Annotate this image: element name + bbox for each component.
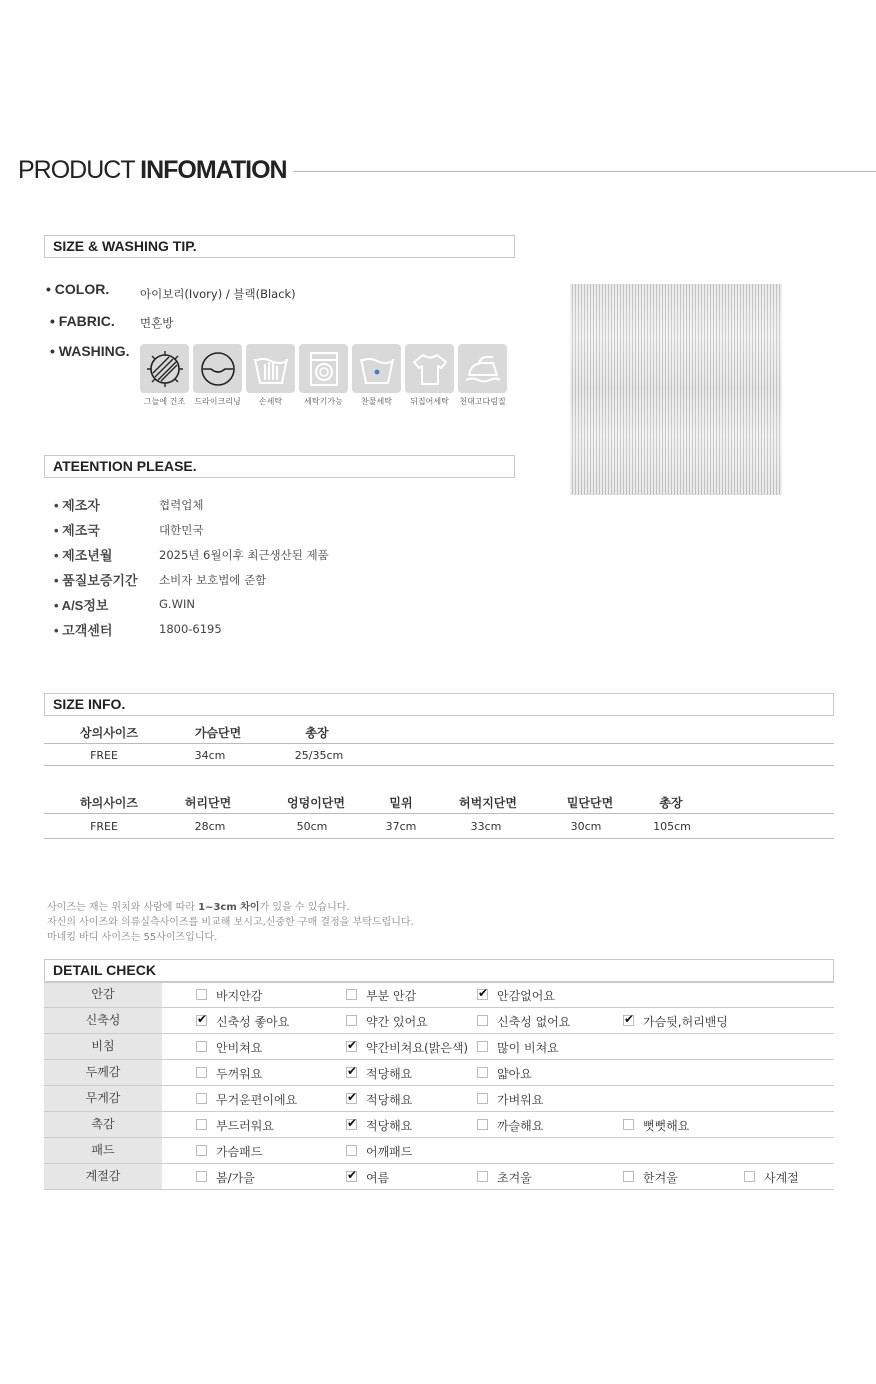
detail-option-label: 사계절: [764, 1171, 799, 1185]
checkbox-checked[interactable]: [346, 1093, 357, 1104]
checkbox-unchecked[interactable]: [744, 1171, 755, 1182]
fabric-value: 면혼방: [140, 316, 174, 330]
detail-option-label: 신축성 없어요: [497, 1015, 571, 1029]
detail-category: 두께감: [44, 1060, 162, 1085]
note-text: 가 있을 수 있습니다.: [259, 902, 350, 913]
fabric-label: • FABRIC.: [50, 313, 115, 329]
checkbox-unchecked[interactable]: [477, 1119, 488, 1130]
detail-option-label: 가슴패드: [216, 1145, 263, 1159]
detail-row: [44, 1086, 834, 1112]
detail-option-label: 약간 있어요: [366, 1015, 428, 1029]
detail-category: 촉감: [44, 1112, 162, 1137]
checkbox-unchecked[interactable]: [196, 1145, 207, 1156]
checkbox-unchecked[interactable]: [623, 1171, 634, 1182]
washing-item: [458, 344, 507, 406]
page-title: [18, 156, 293, 185]
detail-row: [44, 1164, 834, 1190]
info-value: 협력업체: [159, 498, 204, 512]
inside-out-icon: [405, 344, 454, 393]
checkbox-unchecked[interactable]: [196, 1067, 207, 1078]
detail-option-label: 까슬해요: [497, 1119, 544, 1133]
fabric-swatch-image: [570, 284, 782, 495]
washing-caption: 찬물세탁: [361, 397, 392, 406]
detail-category: 신축성: [44, 1008, 162, 1033]
table-divider: [44, 743, 834, 744]
checkbox-checked[interactable]: [346, 1119, 357, 1130]
checkbox-unchecked[interactable]: [346, 1145, 357, 1156]
cloth-iron-icon: [458, 344, 507, 393]
detail-check-heading: DETAIL CHECK: [44, 959, 834, 982]
bottom-value: 30cm: [570, 820, 602, 833]
checkbox-unchecked[interactable]: [196, 1119, 207, 1130]
bottom-value: 37cm: [385, 820, 417, 833]
detail-row: [44, 1138, 834, 1164]
detail-option-label: 가벼워요: [497, 1093, 544, 1107]
note-text: 사이즈는 재는 위치와 사람에 따라: [47, 902, 199, 913]
washing-caption: 뒤집어세탁: [410, 397, 449, 406]
detail-option-label: 안감없어요: [497, 989, 555, 1003]
detail-option-label: 무거운편이에요: [216, 1093, 298, 1107]
detail-row: [44, 1060, 834, 1086]
detail-category: 계절감: [44, 1164, 162, 1189]
checkbox-unchecked[interactable]: [196, 1041, 207, 1052]
bottom-header: 하의사이즈: [80, 796, 138, 810]
top-value: 34cm: [194, 749, 226, 762]
detail-option-label: 얇아요: [497, 1067, 532, 1081]
washing-item: [193, 344, 242, 406]
washing-item: [352, 344, 401, 406]
size-note-line-2: 자신의 사이즈와 의류실측사이즈를 비교해 보시고,신중한 구매 결정을 부탁드립니다.: [47, 917, 414, 928]
table-divider: [44, 813, 834, 814]
washing-label: • WASHING.: [50, 343, 130, 359]
checkbox-unchecked[interactable]: [196, 1171, 207, 1182]
checkbox-unchecked[interactable]: [346, 989, 357, 1000]
detail-row: [44, 1034, 834, 1060]
bottom-header: 허벅지단면: [459, 796, 517, 810]
washing-item: [299, 344, 348, 406]
color-value: 아이보리(Ivory) / 블랙(Black): [140, 287, 296, 301]
color-label: • COLOR.: [46, 281, 110, 297]
detail-option-label: 많이 비쳐요: [497, 1041, 559, 1055]
detail-option-label: 봄/가을: [216, 1171, 255, 1185]
note-highlight: 1~3cm 차이: [198, 902, 260, 913]
detail-option-label: 두꺼워요: [216, 1067, 263, 1081]
washing-caption: 드라이크리닝: [194, 397, 241, 406]
bottom-value: 28cm: [194, 820, 226, 833]
detail-category: 패드: [44, 1138, 162, 1163]
detail-option-label: 바지안감: [216, 989, 263, 1003]
info-value: G.WIN: [159, 597, 195, 611]
bottom-value: FREE: [90, 820, 118, 833]
top-header: 상의사이즈: [80, 726, 138, 740]
checkbox-checked[interactable]: [196, 1015, 207, 1026]
table-divider: [44, 765, 834, 766]
washing-item: [405, 344, 454, 406]
info-key: • 제조국: [54, 523, 100, 538]
title-thin: PRODUCT: [18, 156, 135, 184]
bottom-value: 105cm: [653, 820, 691, 833]
detail-option-label: 뻣뻣해요: [643, 1119, 690, 1133]
detail-option-label: 적당해요: [366, 1119, 413, 1133]
size-info-heading: SIZE INFO.: [44, 693, 834, 716]
info-key: • A/S정보: [54, 598, 109, 613]
info-value: 2025년 6월이후 최근생산된 제품: [159, 548, 329, 562]
checkbox-unchecked[interactable]: [623, 1119, 634, 1130]
detail-category: 안감: [44, 982, 162, 1007]
bottom-header: 허리단면: [184, 796, 232, 810]
checkbox-unchecked[interactable]: [477, 1067, 488, 1078]
info-value: 대한민국: [159, 523, 204, 537]
detail-row: [44, 982, 834, 1008]
table-divider: [44, 838, 834, 839]
size-washing-heading: SIZE & WASHING TIP.: [44, 235, 515, 258]
washing-caption: 천대고다림질: [459, 397, 506, 406]
size-note-line-1: [47, 898, 350, 913]
bottom-header: 밑위: [389, 796, 413, 810]
washing-item: [140, 344, 189, 406]
detail-option-label: 어깨패드: [366, 1145, 413, 1159]
detail-row: [44, 1008, 834, 1034]
bottom-value: 33cm: [470, 820, 502, 833]
dry-clean-icon: [193, 344, 242, 393]
info-value: 1800-6195: [159, 622, 222, 636]
cold-wash-icon: [352, 344, 401, 393]
washing-caption: 그늘에 건조: [143, 397, 186, 406]
detail-option-label: 신축성 좋아요: [216, 1015, 290, 1029]
detail-row: [44, 1112, 834, 1138]
title-divider: [282, 171, 876, 172]
page-title-bar: [18, 156, 876, 190]
checkbox-unchecked[interactable]: [477, 1093, 488, 1104]
washing-caption: 세탁기가능: [304, 397, 343, 406]
checkbox-unchecked[interactable]: [196, 989, 207, 1000]
bottom-header: 엉덩이단면: [287, 796, 345, 810]
checkbox-unchecked[interactable]: [346, 1015, 357, 1026]
washing-icons: [140, 344, 507, 406]
info-key: • 제조자: [54, 498, 100, 513]
checkbox-checked[interactable]: [623, 1015, 634, 1026]
detail-category: 무게감: [44, 1086, 162, 1111]
bottom-header: 밑단단면: [566, 796, 614, 810]
checkbox-unchecked[interactable]: [477, 1041, 488, 1052]
washing-item: [246, 344, 295, 406]
title-bold: INFOMATION: [140, 156, 287, 184]
info-key: • 고객센터: [54, 623, 113, 638]
detail-option-label: 한겨울: [643, 1171, 678, 1185]
detail-option-label: 약간비쳐요(밝은색): [366, 1041, 469, 1055]
checkbox-checked[interactable]: [346, 1067, 357, 1078]
detail-option-label: 부드러워요: [216, 1119, 274, 1133]
detail-option-label: 가슴뒷,허리밴딩: [643, 1015, 728, 1029]
info-key: • 품질보증기간: [54, 573, 138, 588]
hand-wash-icon: [246, 344, 295, 393]
detail-option-label: 초겨울: [497, 1171, 532, 1185]
info-value: 소비자 보호법에 준함: [159, 573, 267, 587]
shade-dry-icon: [140, 344, 189, 393]
table-divider: [44, 982, 834, 983]
bottom-value: 50cm: [296, 820, 328, 833]
info-key: • 제조년월: [54, 548, 113, 563]
top-value: 25/35cm: [294, 749, 344, 762]
washing-caption: 손세탁: [258, 397, 283, 406]
top-value: FREE: [90, 749, 118, 762]
detail-option-label: 적당해요: [366, 1067, 413, 1081]
bottom-header: 총장: [659, 796, 683, 810]
checkbox-checked[interactable]: [477, 989, 488, 1000]
top-header: 총장: [305, 726, 329, 740]
detail-option-label: 여름: [366, 1171, 390, 1185]
detail-category: 비침: [44, 1034, 162, 1059]
detail-option-label: 적당해요: [366, 1093, 413, 1107]
attention-heading: ATEENTION PLEASE.: [44, 455, 515, 478]
detail-option-label: 부분 안감: [366, 989, 417, 1003]
checkbox-unchecked[interactable]: [477, 1171, 488, 1182]
detail-option-label: 안비쳐요: [216, 1041, 263, 1055]
checkbox-checked[interactable]: [346, 1171, 357, 1182]
checkbox-checked[interactable]: [346, 1041, 357, 1052]
top-header: 가슴단면: [194, 726, 242, 740]
machine-wash-icon: [299, 344, 348, 393]
checkbox-unchecked[interactable]: [477, 1015, 488, 1026]
size-note-line-3: 마네킹 바디 사이즈는 55사이즈입니다.: [47, 932, 218, 943]
checkbox-unchecked[interactable]: [196, 1093, 207, 1104]
